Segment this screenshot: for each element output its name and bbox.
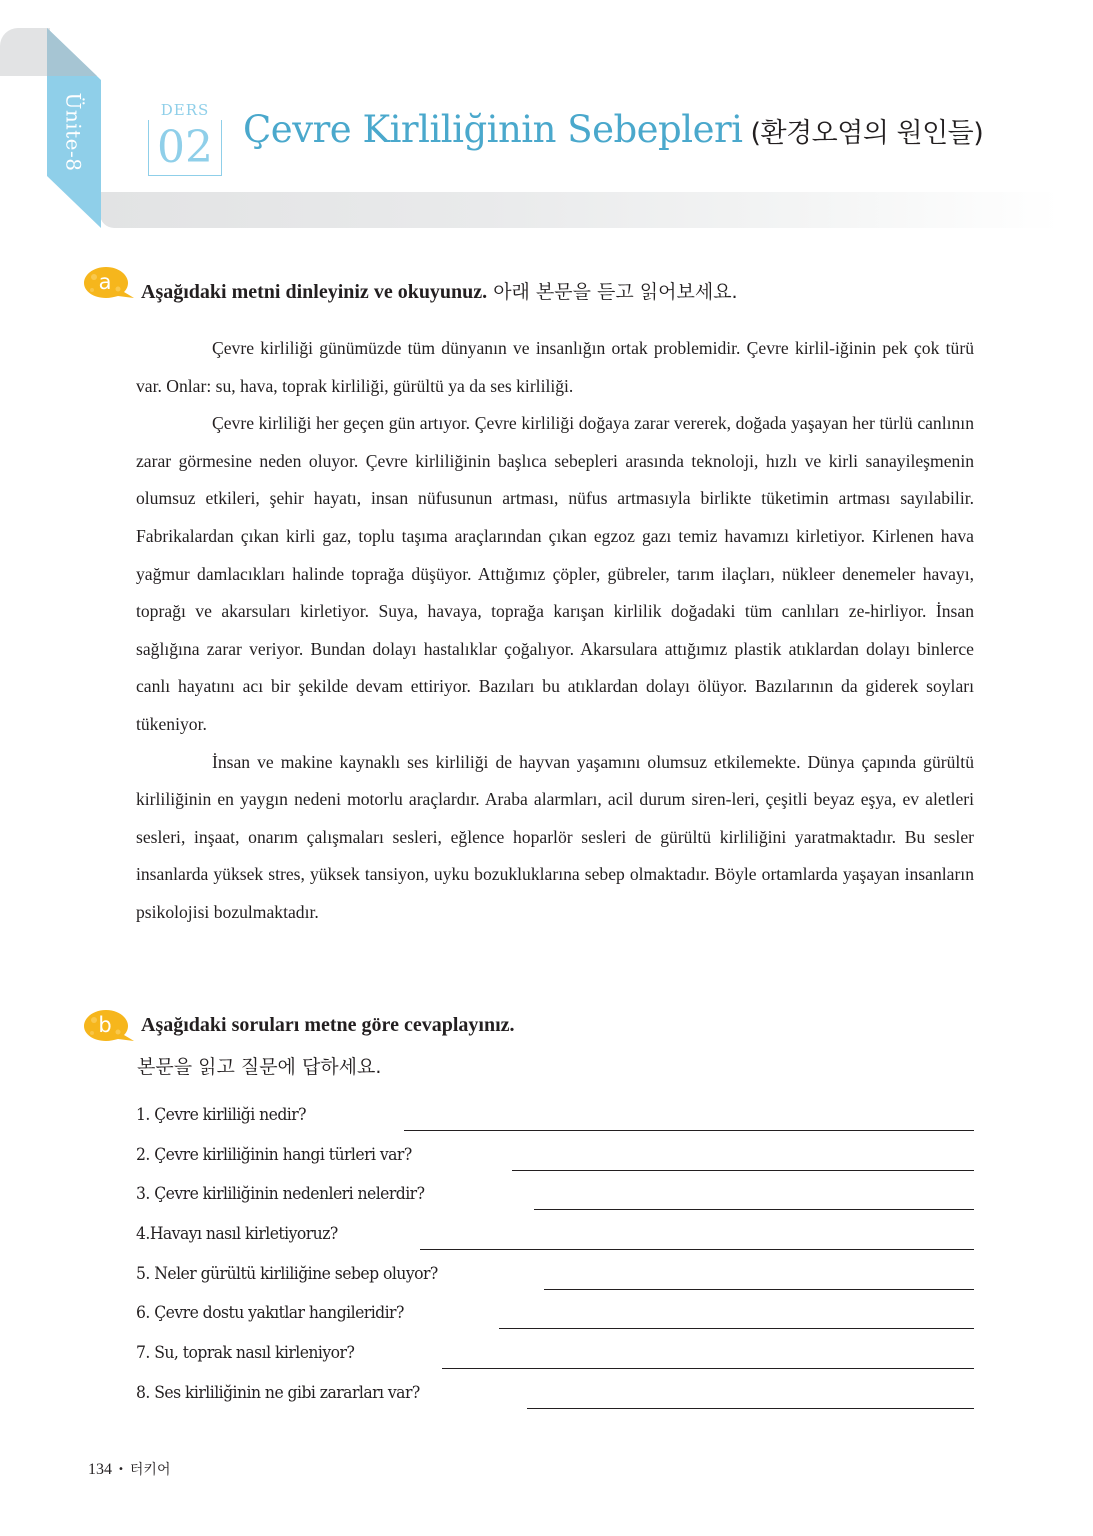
footer-separator: • xyxy=(118,1464,124,1475)
reading-passage xyxy=(136,330,974,932)
answer-line[interactable] xyxy=(512,1170,974,1171)
question-item xyxy=(136,1295,974,1335)
question-text: 1. Çevre kirliliği nedir? xyxy=(136,1105,307,1125)
answer-line[interactable] xyxy=(544,1289,974,1290)
page-title-korean: (환경오염의 원인들) xyxy=(750,118,984,149)
answer-line[interactable] xyxy=(442,1368,974,1369)
section-a-badge xyxy=(82,265,128,301)
header-band-top xyxy=(0,28,50,76)
question-text: 7. Su, toprak nasıl kirleniyor? xyxy=(136,1343,355,1364)
page-number: 134 xyxy=(88,1461,112,1478)
unit-label: Ünite-8 xyxy=(61,92,85,172)
question-list xyxy=(136,1097,974,1415)
section-b-instruction xyxy=(141,1014,515,1037)
question-item xyxy=(136,1097,974,1137)
section-a-letter: a xyxy=(98,270,112,294)
lesson-label: DERS xyxy=(148,100,222,120)
reading-paragraph: Çevre kirliliği günümüzde tüm dünyanın ve insanlığın ortak problemidir. Çevre kirlil-iğinin pek çok türü var. Onlar: su, hava, toprak kirliliği, gürültü ya da ses kirliliği. xyxy=(136,338,974,396)
page-title xyxy=(243,108,983,151)
answer-line[interactable] xyxy=(404,1130,974,1131)
answer-line[interactable] xyxy=(527,1408,974,1409)
reading-paragraph: İnsan ve makine kaynaklı ses kirliliği de hayvan yaşamını olumsuz etkilemekte. Dünya çapında gürültü kirliliğinin en yaygın nedeni motorlu araçlardır. Araba alarmları, acil durum siren-leri, çeşitli beyaz eşya, ev aletleri sesleri, inşaat, onarım çalışmaları sesleri, eğlence hoparlör sesleri de gürültü kirliliğini yaratmaktadır. Bu sesler insanlarda yüksek stres, yüksek tansiyon, uyku bozukluklarına sebep olmaktadır. Böyle ortamlarda yaşayan insanların psikolojisi bozulmaktadır. xyxy=(136,751,974,922)
lesson-badge xyxy=(148,100,222,176)
lesson-number: 02 xyxy=(157,122,213,173)
answer-line[interactable] xyxy=(534,1209,974,1210)
section-b-badge xyxy=(82,1008,128,1044)
section-b-instruction-korean: 본문을 읽고 질문에 답하세요. xyxy=(137,1056,382,1078)
section-b-instruction-turkish: Aşağıdaki soruları metne göre cevaplayınız. xyxy=(141,1014,515,1036)
question-item xyxy=(136,1137,974,1177)
section-a-instruction xyxy=(141,277,738,304)
section-b-letter: b xyxy=(98,1013,112,1037)
question-item xyxy=(136,1335,974,1375)
question-text: 3. Çevre kirliliğinin nedenleri nelerdir? xyxy=(136,1184,425,1205)
question-item xyxy=(136,1176,974,1216)
question-item xyxy=(136,1256,974,1296)
question-text: 4.Havayı nasıl kirletiyoruz? xyxy=(136,1224,338,1245)
section-a-instruction-turkish: Aşağıdaki metni dinleyiniz ve okuyunuz. xyxy=(141,281,488,303)
answer-line[interactable] xyxy=(420,1249,974,1250)
question-text: 6. Çevre dostu yakıtlar hangileridir? xyxy=(136,1303,404,1324)
page-footer xyxy=(88,1459,170,1479)
answer-line[interactable] xyxy=(499,1328,974,1329)
question-item xyxy=(136,1375,974,1415)
question-text: 5. Neler gürültü kirliliğine sebep oluyor? xyxy=(136,1263,438,1284)
header-band-bottom xyxy=(100,192,1060,228)
book-language: 터키어 xyxy=(129,1462,171,1478)
question-text: 8. Ses kirliliğinin ne gibi zararları var? xyxy=(136,1382,420,1403)
reading-paragraph: Çevre kirliliği her geçen gün artıyor. Çevre kirliliği doğaya zarar vererek, doğada yaşayan her türlü canlının zarar görmesine neden oluyor. Çevre kirliliğinin başlıca sebepleri arasında teknoloji, hızlı ve kirli sanayileşmenin olumsuz etkileri, şehir hayatı, insan nüfusunun artması, nüfus artmasıyla birlikte tüketimin artması sayılabilir. Fabrikalardan çıkan kirli gaz, toplu taşıma araçlarından çıkan egzoz gazı temiz havamızı kirletiyor. Kirlenen hava yağmur damlacıkları halinde toprağa düşüyor. Attığımız çöpler, gübreler, tarım ilaçları, nükleer denemeler havayı, toprağı ve akarsuları kirletiyor. Suya, havaya, toprağa karışan kirlilik doğadaki tüm canlıları ze-hirliyor. İnsan sağlığına zarar veriyor. Bundan dolayı hastalıklar çoğalıyor. Akarsulara attığımız plastik atıklardan dolayı binlerce canlı hayatını acı bir şekilde devam ettiriyor. Bazıları bu atıklardan dolayı ölüyor. Bazılarının da giderek soyları tükeniyor. xyxy=(136,413,974,734)
question-text: 2. Çevre kirliliğinin hangi türleri var? xyxy=(136,1144,412,1165)
page-title-turkish: Çevre Kirliliğinin Sebepleri xyxy=(243,108,743,151)
section-a-instruction-korean: 아래 본문을 듣고 읽어보세요. xyxy=(493,281,738,303)
question-item xyxy=(136,1216,974,1256)
